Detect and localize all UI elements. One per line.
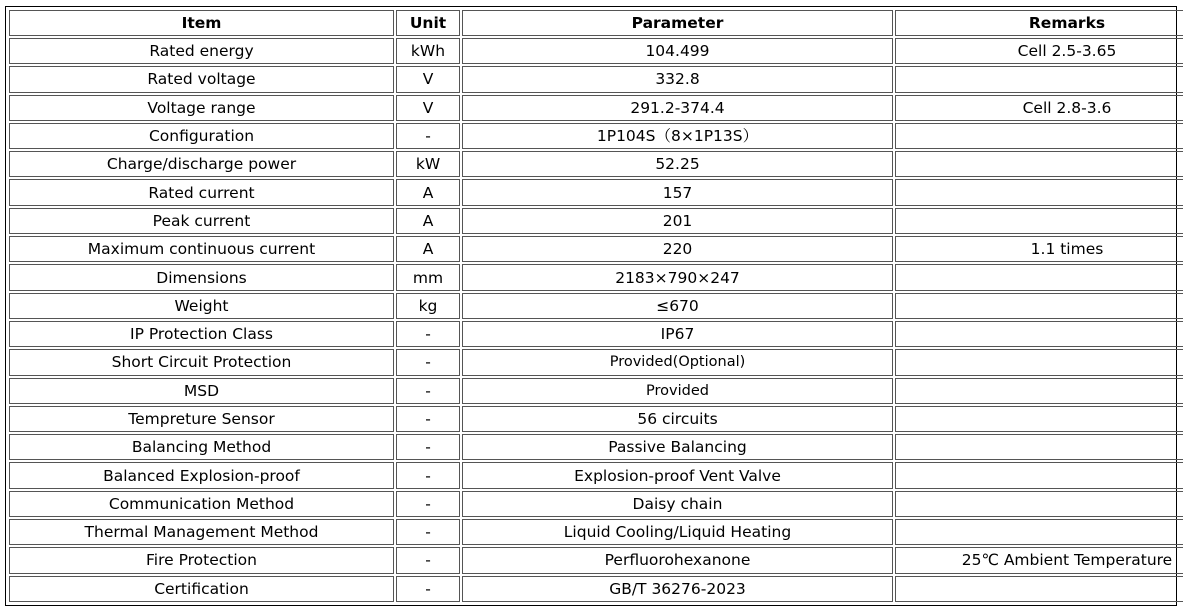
cell-remarks xyxy=(895,576,1183,602)
cell-item: Rated energy xyxy=(9,38,394,64)
table-row xyxy=(9,208,1183,234)
table-row xyxy=(9,321,1183,347)
cell-item: Tempreture Sensor xyxy=(9,406,394,432)
table-row xyxy=(9,293,1183,319)
cell-unit: - xyxy=(396,519,460,545)
cell-item: Rated voltage xyxy=(9,66,394,92)
cell-unit: A xyxy=(396,208,460,234)
cell-parameter: Daisy chain xyxy=(462,491,893,517)
cell-unit: - xyxy=(396,547,460,573)
cell-remarks xyxy=(895,151,1183,177)
cell-remarks xyxy=(895,406,1183,432)
cell-item: MSD xyxy=(9,378,394,404)
table-row xyxy=(9,434,1183,460)
cell-unit: - xyxy=(396,576,460,602)
cell-parameter: 2183×790×247 xyxy=(462,264,893,290)
cell-unit: - xyxy=(396,434,460,460)
table-row xyxy=(9,491,1183,517)
cell-item: Weight xyxy=(9,293,394,319)
table-row xyxy=(9,378,1183,404)
cell-item: Dimensions xyxy=(9,264,394,290)
cell-item: Balanced Explosion-proof xyxy=(9,462,394,488)
cell-unit: - xyxy=(396,406,460,432)
cell-parameter: 201 xyxy=(462,208,893,234)
cell-unit: V xyxy=(396,95,460,121)
cell-item: Rated current xyxy=(9,179,394,205)
cell-remarks xyxy=(895,264,1183,290)
cell-item: Configuration xyxy=(9,123,394,149)
cell-remarks: 1.1 times xyxy=(895,236,1183,262)
cell-parameter: Explosion-proof Vent Valve xyxy=(462,462,893,488)
table-row xyxy=(9,349,1183,375)
cell-remarks xyxy=(895,349,1183,375)
cell-unit: kWh xyxy=(396,38,460,64)
cell-remarks xyxy=(895,179,1183,205)
cell-unit: A xyxy=(396,236,460,262)
cell-unit: - xyxy=(396,123,460,149)
cell-remarks xyxy=(895,123,1183,149)
table-row xyxy=(9,576,1183,602)
cell-parameter: 332.8 xyxy=(462,66,893,92)
cell-unit: - xyxy=(396,462,460,488)
cell-item: Peak current xyxy=(9,208,394,234)
cell-remarks xyxy=(895,519,1183,545)
table-row xyxy=(9,236,1183,262)
cell-unit: mm xyxy=(396,264,460,290)
cell-remarks xyxy=(895,378,1183,404)
table-row xyxy=(9,519,1183,545)
cell-parameter: 52.25 xyxy=(462,151,893,177)
cell-item: Short Circuit Protection xyxy=(9,349,394,375)
cell-remarks xyxy=(895,491,1183,517)
cell-remarks xyxy=(895,66,1183,92)
cell-parameter: GB/T 36276-2023 xyxy=(462,576,893,602)
cell-unit: - xyxy=(396,378,460,404)
spec-table-frame xyxy=(5,6,1177,606)
spec-table xyxy=(7,8,1183,604)
cell-unit: - xyxy=(396,491,460,517)
cell-item: IP Protection Class xyxy=(9,321,394,347)
table-row xyxy=(9,462,1183,488)
table-row xyxy=(9,264,1183,290)
header-unit: Unit xyxy=(396,10,460,36)
table-row xyxy=(9,406,1183,432)
table-row xyxy=(9,151,1183,177)
table-header-row xyxy=(9,10,1183,36)
cell-remarks xyxy=(895,434,1183,460)
cell-item: Maximum continuous current xyxy=(9,236,394,262)
cell-item: Communication Method xyxy=(9,491,394,517)
cell-unit: A xyxy=(396,179,460,205)
cell-parameter: 291.2-374.4 xyxy=(462,95,893,121)
cell-item: Fire Protection xyxy=(9,547,394,573)
cell-remarks xyxy=(895,208,1183,234)
cell-parameter: Passive Balancing xyxy=(462,434,893,460)
cell-parameter: Perfluorohexanone xyxy=(462,547,893,573)
table-row xyxy=(9,38,1183,64)
cell-unit: V xyxy=(396,66,460,92)
cell-remarks xyxy=(895,462,1183,488)
header-remarks: Remarks xyxy=(895,10,1183,36)
cell-parameter: Liquid Cooling/Liquid Heating xyxy=(462,519,893,545)
cell-item: Thermal Management Method xyxy=(9,519,394,545)
cell-item: Certification xyxy=(9,576,394,602)
cell-unit: kW xyxy=(396,151,460,177)
cell-parameter: Provided xyxy=(462,378,893,404)
cell-unit: - xyxy=(396,321,460,347)
cell-unit: kg xyxy=(396,293,460,319)
cell-remarks xyxy=(895,293,1183,319)
cell-item: Voltage range xyxy=(9,95,394,121)
cell-item: Charge/discharge power xyxy=(9,151,394,177)
cell-remarks xyxy=(895,321,1183,347)
cell-parameter: IP67 xyxy=(462,321,893,347)
cell-remarks: Cell 2.5-3.65 xyxy=(895,38,1183,64)
header-parameter: Parameter xyxy=(462,10,893,36)
cell-parameter: 56 circuits xyxy=(462,406,893,432)
cell-unit: - xyxy=(396,349,460,375)
cell-parameter: Provided(Optional) xyxy=(462,349,893,375)
cell-parameter: ≤670 xyxy=(462,293,893,319)
cell-parameter: 1P104S（8×1P13S） xyxy=(462,123,893,149)
cell-item: Balancing Method xyxy=(9,434,394,460)
cell-remarks: 25℃ Ambient Temperature xyxy=(895,547,1183,573)
cell-parameter: 104.499 xyxy=(462,38,893,64)
header-item: Item xyxy=(9,10,394,36)
cell-remarks: Cell 2.8-3.6 xyxy=(895,95,1183,121)
table-row xyxy=(9,66,1183,92)
cell-parameter: 157 xyxy=(462,179,893,205)
table-row xyxy=(9,123,1183,149)
cell-parameter: 220 xyxy=(462,236,893,262)
table-row xyxy=(9,547,1183,573)
table-row xyxy=(9,179,1183,205)
table-row xyxy=(9,95,1183,121)
